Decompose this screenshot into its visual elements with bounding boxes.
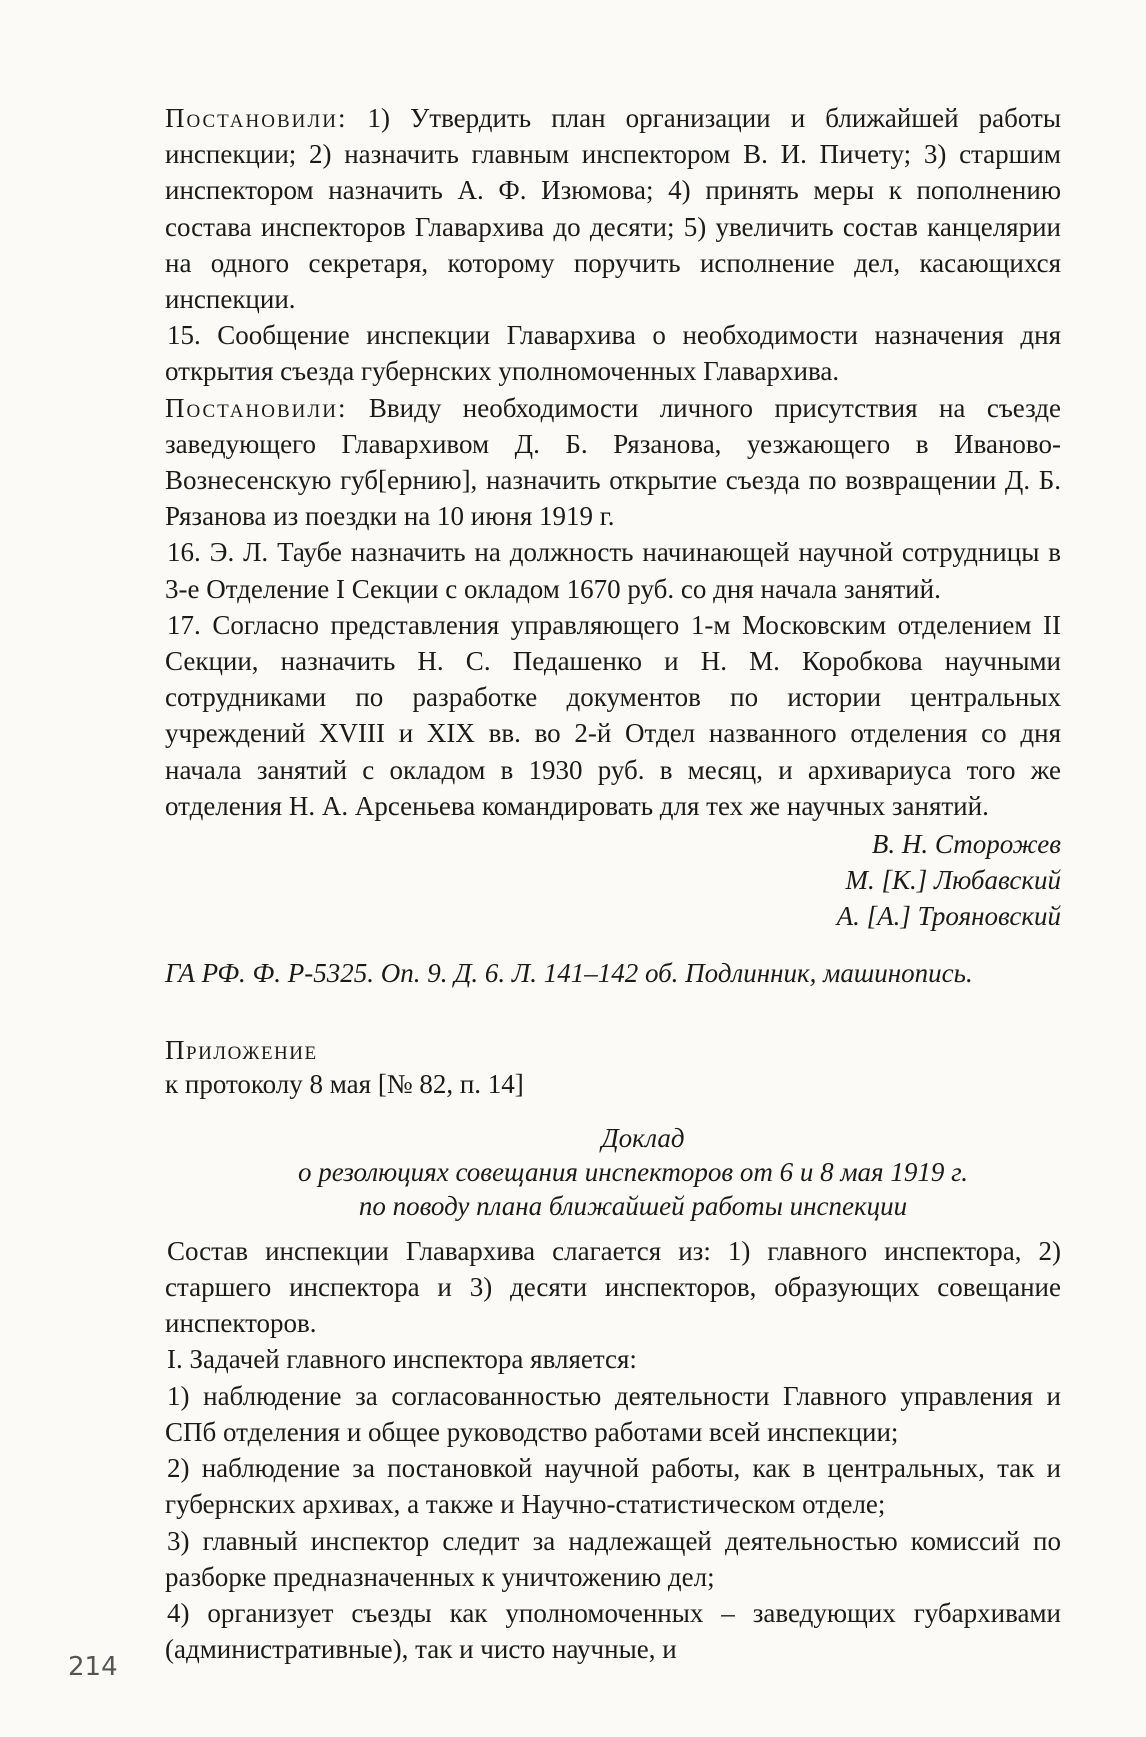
item-16: 16. Э. Л. Таубе назначить на должность начинающей научной сотрудницы в 3-е Отделение I Секции с окладом 1670 руб. со дня начала занятий. bbox=[165, 537, 1061, 604]
report-paragraph: I. Задачей главного инспектора является: bbox=[167, 1344, 637, 1375]
resolution-lead: Постановили: bbox=[165, 103, 348, 133]
report-body bbox=[165, 1233, 1061, 1667]
item-17: 17. Согласно представления управляющего 1-м Московским отделением II Секции, назначить Н. С. Педашенко и Н. М. Коробкова научными сотрудниками по разработке документов по истории центральных учреждений XVIII и XIX вв. во 2-й Отдел названного отделения со дня начала занятий с окладом в 1930 руб. в месяц, и архивариуса того же отделения Н. А. Арсеньева командировать для тех же научных занятий. bbox=[165, 609, 1061, 821]
resolution-text: Ввиду необходимости личного присутствия на съезде заведующего Главархивом Д. Б. Рязанова, уезжающего в Иваново-Вознесенскую губ[ернию], назначить открытие съезда по возвращении Д. Б. Рязанова из поездки на 10 июня 1919 г. bbox=[165, 392, 1061, 532]
resolution-text: 1) Утвердить план организации и ближайшей работы инспекции; 2) назначить главным инспектором В. И. Пичету; 3) старшим инспектором назначить А. Ф. Изюмова; 4) принять меры к пополнению состава инспекторов Главархива до десяти; 5) увеличить состав канцелярии на одного секретаря, которому поручить исполнение дел, касающихся инспекции. bbox=[165, 103, 1061, 315]
signature: В. Н. Сторожев bbox=[871, 829, 1061, 860]
appendix-subheading: к протоколу 8 мая [№ 82, п. 14] bbox=[165, 1068, 524, 1099]
signature: М. [К.] Любавский bbox=[845, 865, 1061, 896]
page-number: 214 bbox=[68, 1652, 118, 1682]
report-title-line: Доклад bbox=[601, 1122, 685, 1153]
document-page bbox=[165, 100, 1061, 1667]
report-title bbox=[165, 1121, 1061, 1223]
archival-source: ГА РФ. Ф. Р-5325. Оп. 9. Д. 6. Л. 141–142 об. Подлинник, машинопись. bbox=[165, 957, 973, 988]
report-paragraph: 3) главный инспектор следит за надлежащей деятельностью комиссий по разборке предназначенных к уничтожению дел; bbox=[165, 1525, 1061, 1592]
appendix-header bbox=[165, 1033, 1061, 1101]
report-title-line: по поводу плана ближайшей работы инспекции bbox=[358, 1190, 908, 1221]
resolution-2 bbox=[165, 390, 1061, 535]
report-title-line: о резолюциях совещания инспекторов от 6 и 8 мая 1919 г. bbox=[297, 1156, 969, 1187]
resolution-1 bbox=[165, 100, 1061, 317]
report-paragraph: 4) организует съезды как уполномоченных – заведующих губархивами (административные), так и чисто научные, и bbox=[165, 1597, 1061, 1665]
report-paragraph: Состав инспекции Главархива слагается из: 1) главного инспектора, 2) старшего инспектора и 3) десяти инспекторов, образующих совещание инспекторов. bbox=[165, 1235, 1061, 1339]
report-paragraph: 1) наблюдение за согласованностью деятельности Главного управления и СПб отделения и общее руководство работами всей инспекции; bbox=[165, 1380, 1061, 1447]
signature: А. [А.] Трояновский bbox=[836, 901, 1061, 932]
item-15: 15. Сообщение инспекции Главархива о необходимости назначения дня открытия съезда губернских уполномоченных Главархива. bbox=[165, 320, 1061, 387]
resolution-lead: Постановили: bbox=[165, 392, 348, 423]
report-paragraph: 2) наблюдение за постановкой научной работы, как в центральных, так и губернских архивах, а также и Научно-статистическом отделе; bbox=[165, 1453, 1061, 1520]
appendix-heading: Приложение bbox=[165, 1034, 318, 1065]
